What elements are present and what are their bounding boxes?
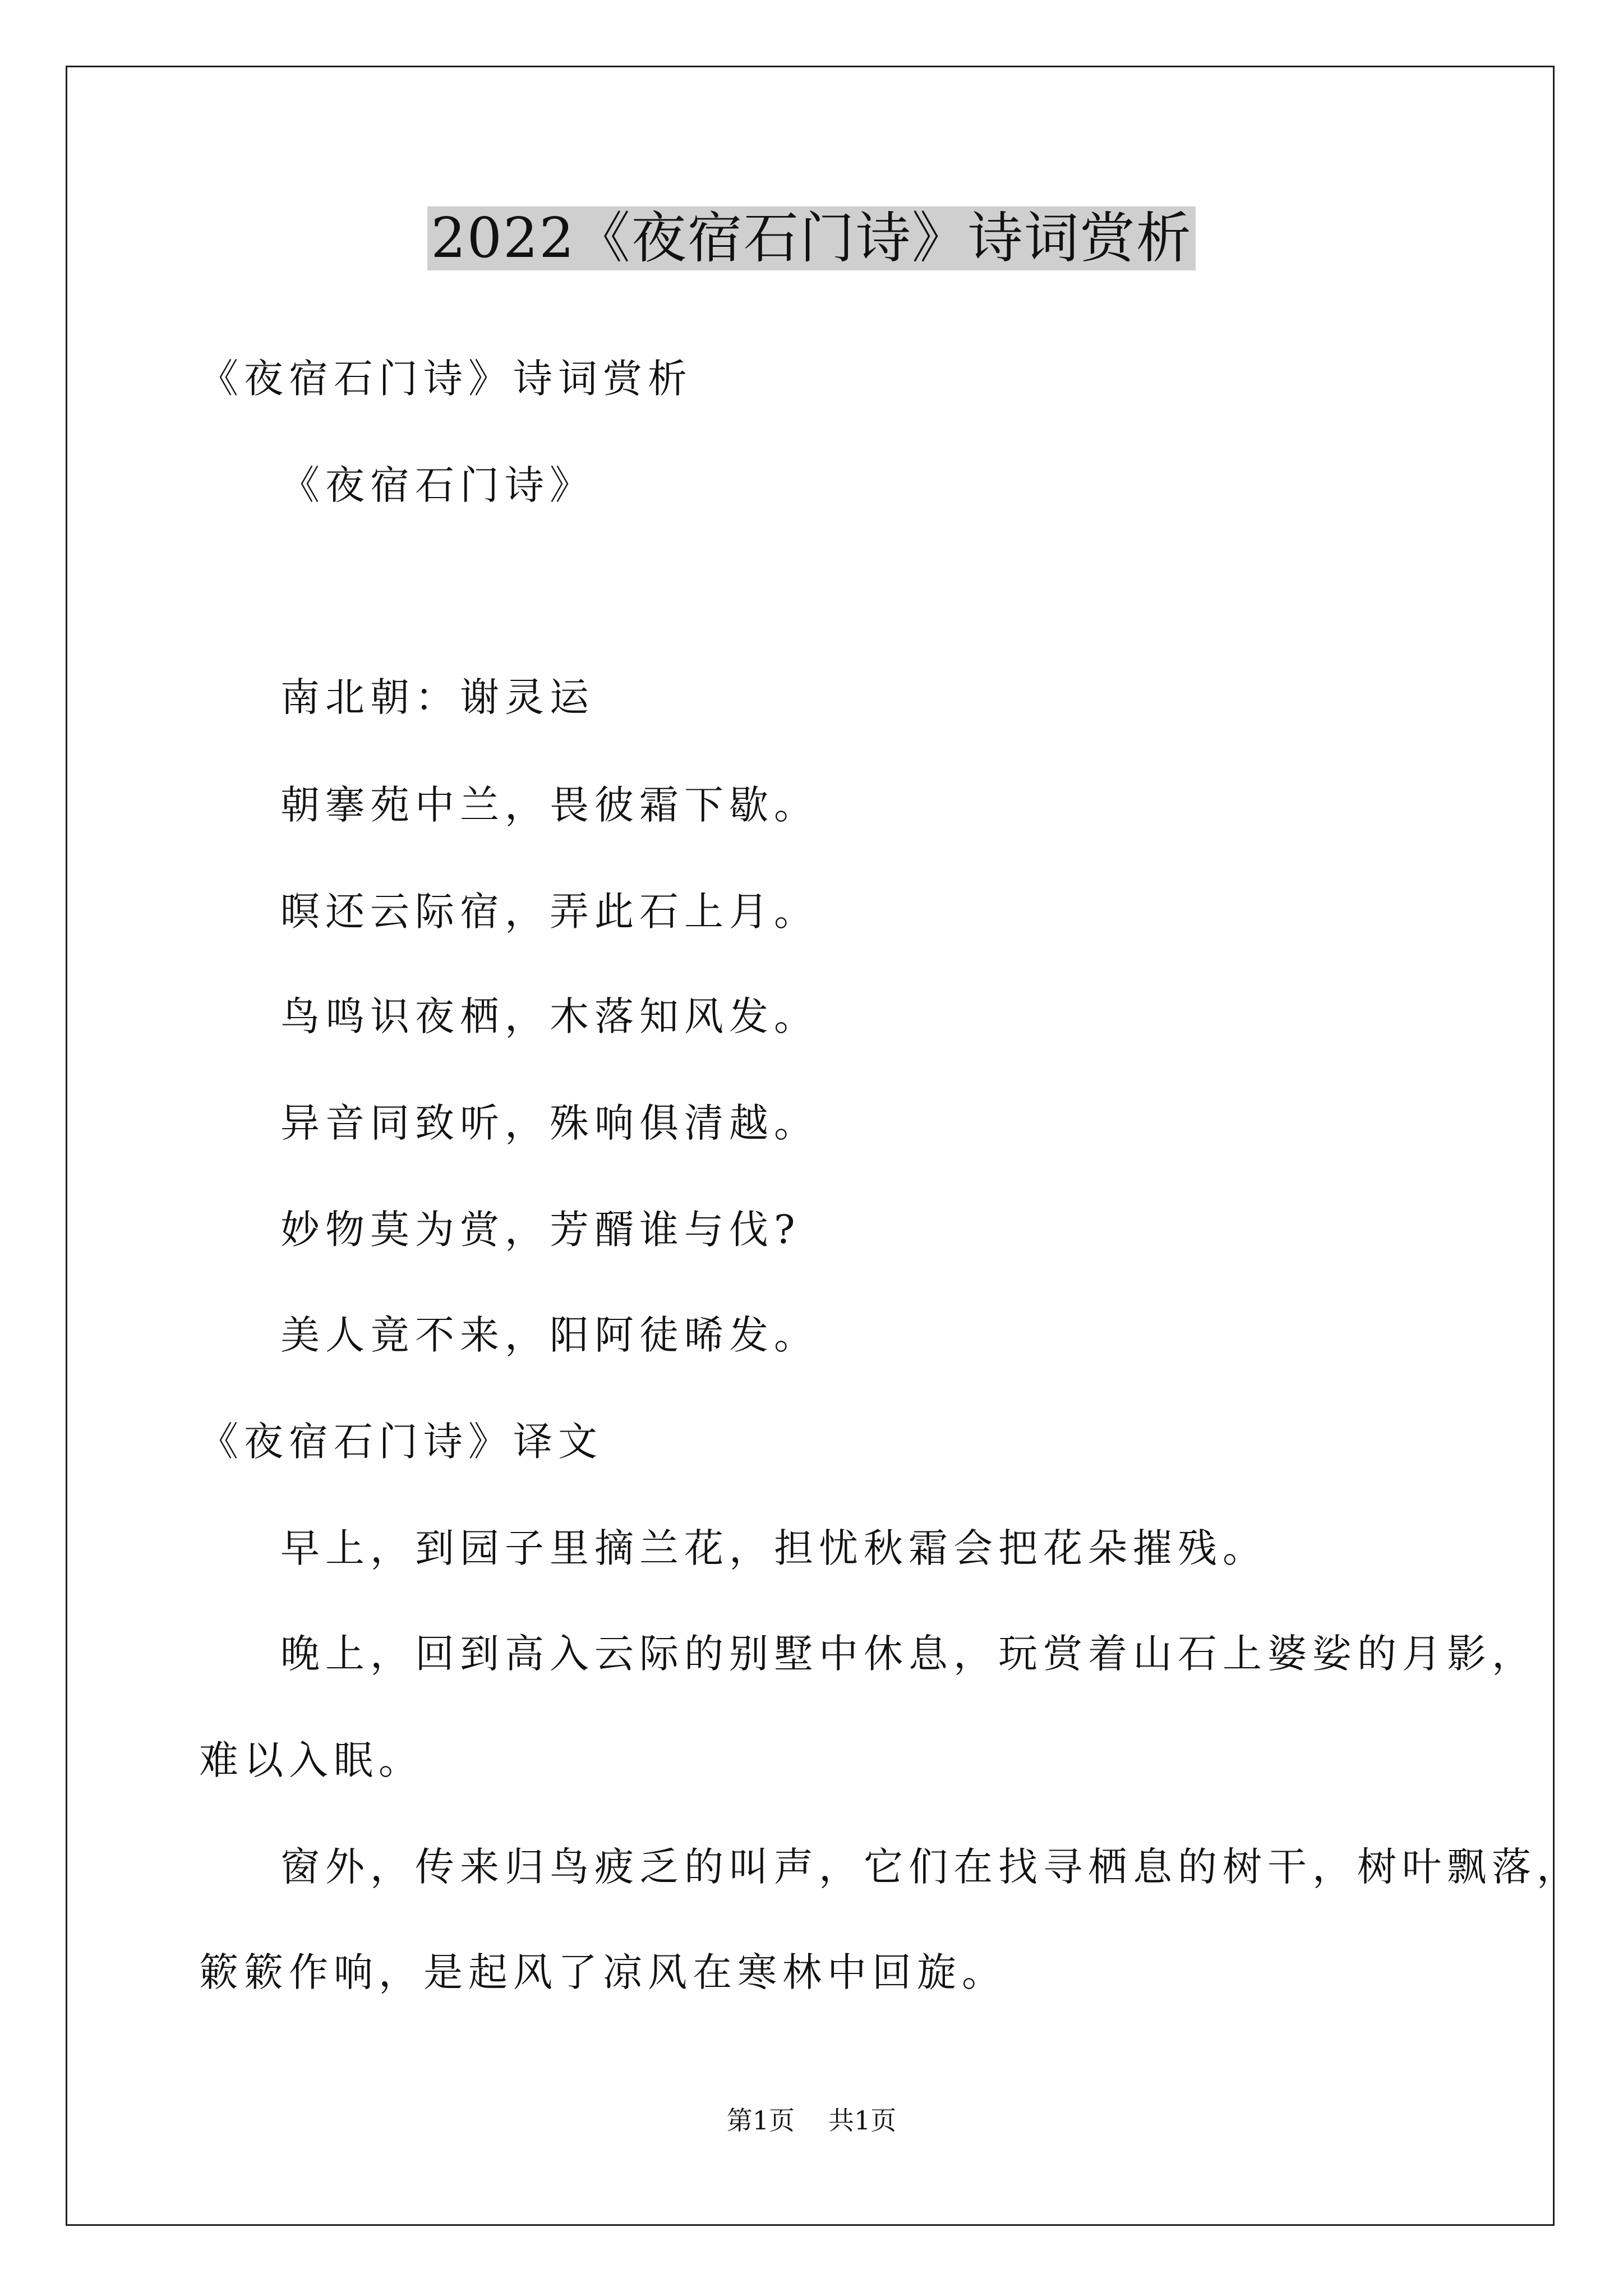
translation-line: 簌簌作响，是起风了凉风在寒林中回旋。 [199, 1949, 1007, 1995]
translation-heading: 《夜宿石门诗》译文 [199, 1419, 603, 1465]
poem-line: 朝搴苑中兰，畏彼霜下歇。 [280, 782, 819, 828]
author-line: 南北朝：谢灵运 [280, 674, 594, 720]
translation-line: 窗外，传来归鸟疲乏的叫声，它们在找寻栖息的树干，树叶飘落， [280, 1844, 1581, 1890]
translation-line: 晚上，回到高入云际的别墅中休息，玩赏着山石上婆娑的月影， [280, 1631, 1537, 1677]
translation-line: 难以入眠。 [199, 1737, 423, 1783]
subtitle-line: 《夜宿石门诗》诗词赏析 [199, 356, 693, 402]
page-footer [0, 2104, 1623, 2137]
poem-line: 暝还云际宿，弄此石上月。 [280, 889, 819, 935]
document-title [0, 199, 1623, 278]
poem-title-line: 《夜宿石门诗》 [280, 462, 594, 508]
poem-line: 妙物莫为赏，芳醑谁与伐? [280, 1207, 801, 1253]
title-text: 2022《夜宿石门诗》诗词赏析 [427, 206, 1195, 270]
poem-line: 鸟鸣识夜栖，木落知风发。 [280, 993, 819, 1039]
translation-line: 早上，到园子里摘兰花，担忧秋霜会把花朵摧残。 [280, 1525, 1267, 1571]
poem-line: 异音同致听，殊响俱清越。 [280, 1100, 819, 1146]
page-total: 共1页 [828, 2105, 897, 2136]
poem-line: 美人竟不来，阳阿徒晞发。 [280, 1312, 819, 1358]
page-number: 第1页 [726, 2105, 795, 2136]
